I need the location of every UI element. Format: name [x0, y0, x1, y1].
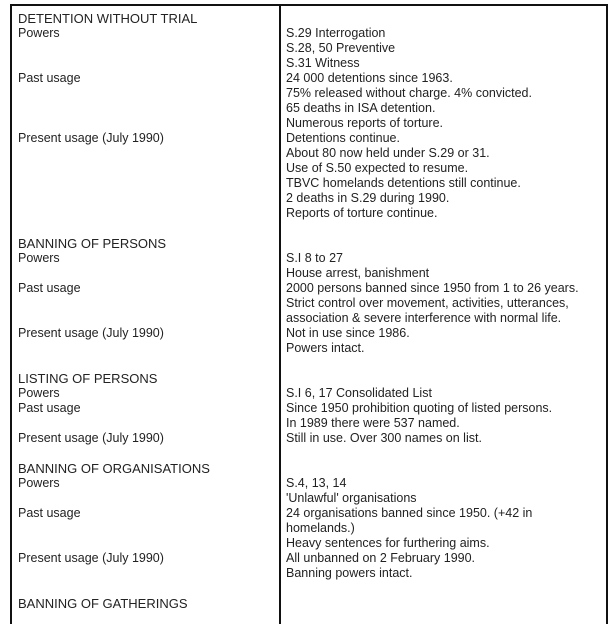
- detail-line: Reports of torture continue.: [286, 206, 438, 220]
- detail-line: association & severe interference with normal life.: [286, 311, 562, 325]
- section-heading: DETENTION WITHOUT TRIAL: [18, 11, 198, 26]
- row-label: Present usage (July 1990): [18, 326, 164, 340]
- row-label: Past usage: [18, 506, 81, 520]
- detail-line: All unbanned on 2 February 1990.: [286, 551, 476, 565]
- row-label: Past usage: [18, 71, 81, 85]
- detail-line: S.I 8 to 27: [286, 251, 343, 265]
- section-heading: BANNING OF GATHERINGS: [18, 596, 188, 611]
- section-heading: BANNING OF PERSONS: [18, 236, 167, 251]
- section-heading: LISTING OF PERSONS: [18, 371, 158, 386]
- row-label: Past usage: [18, 281, 81, 295]
- row-label: Present usage (July 1990): [18, 431, 164, 445]
- detail-line: 2000 persons banned since 1950 from 1 to 26 years.: [286, 281, 579, 295]
- detail-line: S.28, 50 Preventive: [286, 41, 396, 55]
- detail-line: 24 organisations banned since 1950. (+42 in: [286, 506, 533, 520]
- detail-line: S.4, 13, 14: [286, 476, 347, 490]
- detail-line: In 1989 there were 537 named.: [286, 416, 460, 430]
- row-label: Present usage (July 1990): [18, 551, 164, 565]
- detail-line: Still in use. Over 300 names on list.: [286, 431, 482, 445]
- detail-line: 75% released without charge. 4% convicted.: [286, 86, 532, 100]
- row-label: Powers: [18, 26, 60, 40]
- detail-line: S.31 Witness: [286, 56, 360, 70]
- detail-line: Numerous reports of torture.: [286, 116, 444, 130]
- legislation-table: [10, 4, 608, 624]
- detail-line: 24 000 detentions since 1963.: [286, 71, 453, 85]
- row-label: Powers: [18, 251, 60, 265]
- row-label: Powers: [18, 476, 60, 490]
- detail-line: 65 deaths in ISA detention.: [286, 101, 436, 115]
- detail-line: Use of S.50 expected to resume.: [286, 161, 469, 175]
- detail-line: House arrest, banishment: [286, 266, 430, 280]
- detail-line: Not in use since 1986.: [286, 326, 410, 340]
- detail-line: About 80 now held under S.29 or 31.: [286, 146, 490, 160]
- detail-line: S.I 6, 17 Consolidated List: [286, 386, 432, 400]
- detail-line: TBVC homelands detentions still continue.: [286, 176, 521, 190]
- row-label: Powers: [18, 386, 60, 400]
- detail-line: Powers intact.: [286, 341, 365, 355]
- row-label: Present usage (July 1990): [18, 131, 164, 145]
- detail-line: 'Unlawful' organisations: [286, 491, 417, 505]
- detail-line: S.29 Interrogation: [286, 26, 386, 40]
- column-divider: [279, 6, 281, 624]
- detail-line: Strict control over movement, activities, utterances,: [286, 296, 569, 310]
- detail-line: Banning powers intact.: [286, 566, 413, 580]
- section-heading: BANNING OF ORGANISATIONS: [18, 461, 210, 476]
- row-label: Past usage: [18, 401, 81, 415]
- detail-line: Detentions continue.: [286, 131, 400, 145]
- detail-line: Since 1950 prohibition quoting of listed persons.: [286, 401, 553, 415]
- detail-line: homelands.): [286, 521, 355, 535]
- detail-line: Heavy sentences for furthering aims.: [286, 536, 490, 550]
- detail-line: 2 deaths in S.29 during 1990.: [286, 191, 450, 205]
